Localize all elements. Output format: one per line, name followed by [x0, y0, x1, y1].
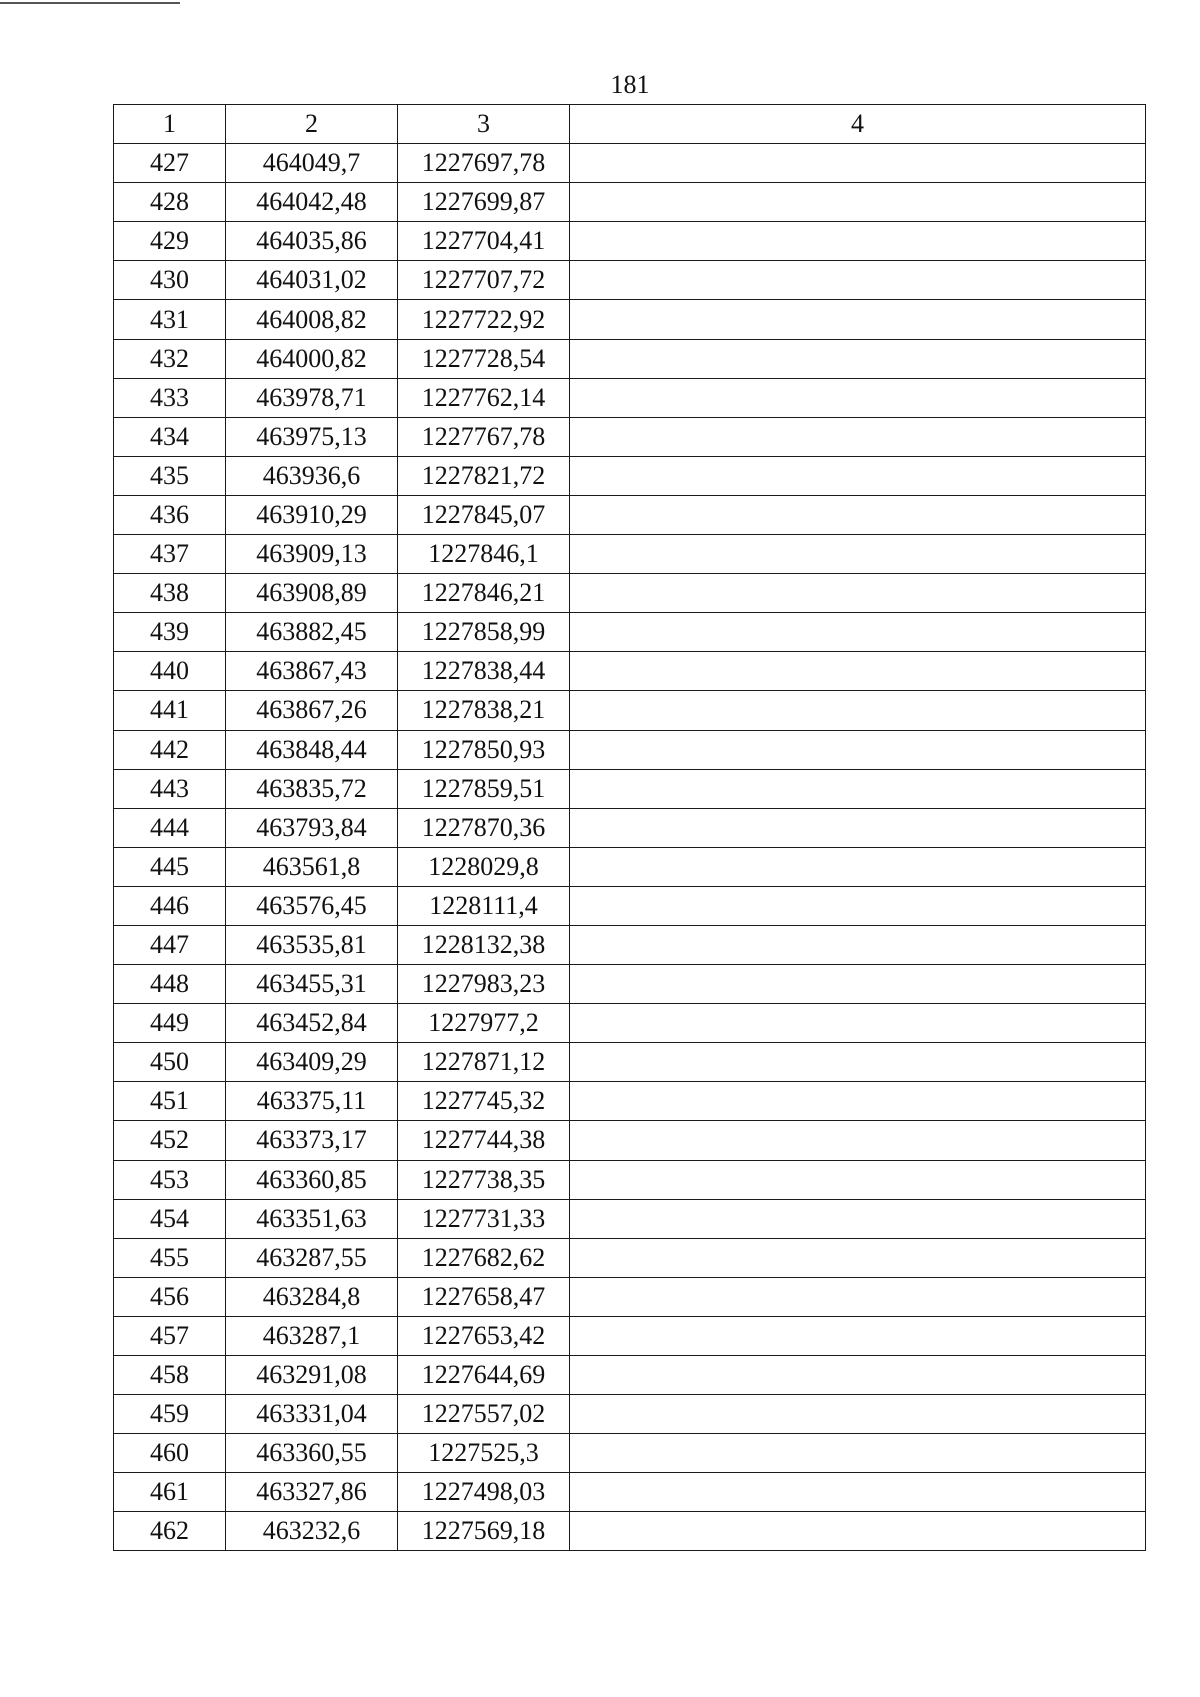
- point-number-cell: 439: [114, 613, 226, 652]
- y-coordinate-cell: 1227846,21: [398, 574, 570, 613]
- point-number-cell: 453: [114, 1160, 226, 1199]
- point-number-cell: 444: [114, 808, 226, 847]
- x-coordinate-cell: 463835,72: [226, 769, 398, 808]
- header-col-1: 1: [114, 105, 226, 144]
- point-number-cell: 431: [114, 300, 226, 339]
- y-coordinate-cell: 1227498,03: [398, 1473, 570, 1512]
- note-cell: [570, 300, 1146, 339]
- point-number-cell: 451: [114, 1082, 226, 1121]
- table-row: [114, 456, 1146, 495]
- table-row: [114, 1395, 1146, 1434]
- x-coordinate-cell: 463882,45: [226, 613, 398, 652]
- point-number-cell: 443: [114, 769, 226, 808]
- x-coordinate-cell: 463867,26: [226, 691, 398, 730]
- x-coordinate-cell: 463848,44: [226, 730, 398, 769]
- note-cell: [570, 1121, 1146, 1160]
- y-coordinate-cell: 1227569,18: [398, 1512, 570, 1551]
- table-row: [114, 417, 1146, 456]
- table-row: [114, 730, 1146, 769]
- y-coordinate-cell: 1227731,33: [398, 1199, 570, 1238]
- point-number-cell: 438: [114, 574, 226, 613]
- y-coordinate-cell: 1227525,3: [398, 1434, 570, 1473]
- x-coordinate-cell: 463867,43: [226, 652, 398, 691]
- y-coordinate-cell: 1227557,02: [398, 1395, 570, 1434]
- table-header: [114, 105, 1146, 144]
- point-number-cell: 449: [114, 1004, 226, 1043]
- x-coordinate-cell: 463452,84: [226, 1004, 398, 1043]
- table-row: [114, 1512, 1146, 1551]
- y-coordinate-cell: 1227658,47: [398, 1277, 570, 1316]
- y-coordinate-cell: 1227704,41: [398, 222, 570, 261]
- x-coordinate-cell: 463360,85: [226, 1160, 398, 1199]
- y-coordinate-cell: 1227707,72: [398, 261, 570, 300]
- y-coordinate-cell: 1227871,12: [398, 1043, 570, 1082]
- point-number-cell: 437: [114, 535, 226, 574]
- note-cell: [570, 730, 1146, 769]
- y-coordinate-cell: 1227846,1: [398, 535, 570, 574]
- header-col-3: 3: [398, 105, 570, 144]
- table-row: [114, 1043, 1146, 1082]
- x-coordinate-cell: 464008,82: [226, 300, 398, 339]
- y-coordinate-cell: 1227722,92: [398, 300, 570, 339]
- note-cell: [570, 1316, 1146, 1355]
- point-number-cell: 459: [114, 1395, 226, 1434]
- note-cell: [570, 417, 1146, 456]
- x-coordinate-cell: 463455,31: [226, 965, 398, 1004]
- table-row: [114, 183, 1146, 222]
- point-number-cell: 427: [114, 144, 226, 183]
- y-coordinate-cell: 1227858,99: [398, 613, 570, 652]
- y-coordinate-cell: 1227738,35: [398, 1160, 570, 1199]
- y-coordinate-cell: 1227653,42: [398, 1316, 570, 1355]
- point-number-cell: 435: [114, 456, 226, 495]
- y-coordinate-cell: 1227983,23: [398, 965, 570, 1004]
- table-row: [114, 1004, 1146, 1043]
- note-cell: [570, 965, 1146, 1004]
- x-coordinate-cell: 463978,71: [226, 378, 398, 417]
- note-cell: [570, 378, 1146, 417]
- x-coordinate-cell: 463360,55: [226, 1434, 398, 1473]
- point-number-cell: 432: [114, 339, 226, 378]
- y-coordinate-cell: 1227838,21: [398, 691, 570, 730]
- y-coordinate-cell: 1227745,32: [398, 1082, 570, 1121]
- table-body: [114, 144, 1146, 1551]
- header-row: [114, 105, 1146, 144]
- y-coordinate-cell: 1227821,72: [398, 456, 570, 495]
- y-coordinate-cell: 1227697,78: [398, 144, 570, 183]
- point-number-cell: 445: [114, 847, 226, 886]
- point-number-cell: 462: [114, 1512, 226, 1551]
- table-row: [114, 613, 1146, 652]
- x-coordinate-cell: 463561,8: [226, 847, 398, 886]
- x-coordinate-cell: 464031,02: [226, 261, 398, 300]
- x-coordinate-cell: 463910,29: [226, 495, 398, 534]
- table-row: [114, 1277, 1146, 1316]
- coordinates-table: [113, 104, 1146, 1551]
- page-number: 181: [610, 70, 650, 99]
- table-row: [114, 691, 1146, 730]
- x-coordinate-cell: 463373,17: [226, 1121, 398, 1160]
- x-coordinate-cell: 463909,13: [226, 535, 398, 574]
- y-coordinate-cell: 1227859,51: [398, 769, 570, 808]
- point-number-cell: 447: [114, 925, 226, 964]
- note-cell: [570, 613, 1146, 652]
- table-row: [114, 886, 1146, 925]
- table-row: [114, 1238, 1146, 1277]
- note-cell: [570, 886, 1146, 925]
- x-coordinate-cell: 464042,48: [226, 183, 398, 222]
- x-coordinate-cell: 463409,29: [226, 1043, 398, 1082]
- table-row: [114, 652, 1146, 691]
- note-cell: [570, 1434, 1146, 1473]
- note-cell: [570, 183, 1146, 222]
- point-number-cell: 433: [114, 378, 226, 417]
- table-row: [114, 339, 1146, 378]
- y-coordinate-cell: 1227699,87: [398, 183, 570, 222]
- y-coordinate-cell: 1227644,69: [398, 1356, 570, 1395]
- y-coordinate-cell: 1227850,93: [398, 730, 570, 769]
- y-coordinate-cell: 1227728,54: [398, 339, 570, 378]
- note-cell: [570, 1082, 1146, 1121]
- table-row: [114, 1356, 1146, 1395]
- table-row: [114, 222, 1146, 261]
- note-cell: [570, 1277, 1146, 1316]
- note-cell: [570, 1043, 1146, 1082]
- point-number-cell: 457: [114, 1316, 226, 1355]
- point-number-cell: 440: [114, 652, 226, 691]
- header-col-4: 4: [570, 105, 1146, 144]
- point-number-cell: 448: [114, 965, 226, 1004]
- note-cell: [570, 535, 1146, 574]
- x-coordinate-cell: 463331,04: [226, 1395, 398, 1434]
- y-coordinate-cell: 1228029,8: [398, 847, 570, 886]
- note-cell: [570, 1238, 1146, 1277]
- note-cell: [570, 1356, 1146, 1395]
- note-cell: [570, 144, 1146, 183]
- x-coordinate-cell: 463793,84: [226, 808, 398, 847]
- x-coordinate-cell: 463576,45: [226, 886, 398, 925]
- table-row: [114, 965, 1146, 1004]
- table-row: [114, 808, 1146, 847]
- point-number-cell: 461: [114, 1473, 226, 1512]
- y-coordinate-cell: 1227845,07: [398, 495, 570, 534]
- point-number-cell: 428: [114, 183, 226, 222]
- note-cell: [570, 1160, 1146, 1199]
- note-cell: [570, 847, 1146, 886]
- table-row: [114, 378, 1146, 417]
- x-coordinate-cell: 463351,63: [226, 1199, 398, 1238]
- x-coordinate-cell: 463287,1: [226, 1316, 398, 1355]
- point-number-cell: 429: [114, 222, 226, 261]
- point-number-cell: 436: [114, 495, 226, 534]
- table-row: [114, 1082, 1146, 1121]
- y-coordinate-cell: 1228132,38: [398, 925, 570, 964]
- x-coordinate-cell: 463375,11: [226, 1082, 398, 1121]
- note-cell: [570, 691, 1146, 730]
- table-row: [114, 1199, 1146, 1238]
- x-coordinate-cell: 463232,6: [226, 1512, 398, 1551]
- table-row: [114, 1121, 1146, 1160]
- point-number-cell: 441: [114, 691, 226, 730]
- point-number-cell: 442: [114, 730, 226, 769]
- note-cell: [570, 808, 1146, 847]
- x-coordinate-cell: 463327,86: [226, 1473, 398, 1512]
- table-row: [114, 495, 1146, 534]
- x-coordinate-cell: 464049,7: [226, 144, 398, 183]
- y-coordinate-cell: 1227767,78: [398, 417, 570, 456]
- note-cell: [570, 1473, 1146, 1512]
- x-coordinate-cell: 463975,13: [226, 417, 398, 456]
- point-number-cell: 460: [114, 1434, 226, 1473]
- note-cell: [570, 261, 1146, 300]
- y-coordinate-cell: 1227977,2: [398, 1004, 570, 1043]
- table-row: [114, 1434, 1146, 1473]
- x-coordinate-cell: 463287,55: [226, 1238, 398, 1277]
- table-row: [114, 1316, 1146, 1355]
- y-coordinate-cell: 1228111,4: [398, 886, 570, 925]
- y-coordinate-cell: 1227762,14: [398, 378, 570, 417]
- point-number-cell: 454: [114, 1199, 226, 1238]
- note-cell: [570, 222, 1146, 261]
- note-cell: [570, 456, 1146, 495]
- table-row: [114, 847, 1146, 886]
- table-row: [114, 300, 1146, 339]
- point-number-cell: 446: [114, 886, 226, 925]
- note-cell: [570, 1395, 1146, 1434]
- table-row: [114, 574, 1146, 613]
- table-row: [114, 1473, 1146, 1512]
- y-coordinate-cell: 1227838,44: [398, 652, 570, 691]
- table-row: [114, 261, 1146, 300]
- top-edge-rule: [0, 2, 180, 4]
- y-coordinate-cell: 1227870,36: [398, 808, 570, 847]
- x-coordinate-cell: 463908,89: [226, 574, 398, 613]
- point-number-cell: 458: [114, 1356, 226, 1395]
- note-cell: [570, 652, 1146, 691]
- note-cell: [570, 1512, 1146, 1551]
- note-cell: [570, 769, 1146, 808]
- x-coordinate-cell: 464000,82: [226, 339, 398, 378]
- note-cell: [570, 1199, 1146, 1238]
- point-number-cell: 450: [114, 1043, 226, 1082]
- y-coordinate-cell: 1227682,62: [398, 1238, 570, 1277]
- x-coordinate-cell: 463284,8: [226, 1277, 398, 1316]
- x-coordinate-cell: 464035,86: [226, 222, 398, 261]
- table-row: [114, 1160, 1146, 1199]
- header-col-2: 2: [226, 105, 398, 144]
- point-number-cell: 434: [114, 417, 226, 456]
- note-cell: [570, 925, 1146, 964]
- x-coordinate-cell: 463291,08: [226, 1356, 398, 1395]
- table-row: [114, 925, 1146, 964]
- note-cell: [570, 1004, 1146, 1043]
- note-cell: [570, 495, 1146, 534]
- y-coordinate-cell: 1227744,38: [398, 1121, 570, 1160]
- point-number-cell: 456: [114, 1277, 226, 1316]
- table-row: [114, 144, 1146, 183]
- table-row: [114, 535, 1146, 574]
- point-number-cell: 430: [114, 261, 226, 300]
- point-number-cell: 455: [114, 1238, 226, 1277]
- table-row: [114, 769, 1146, 808]
- note-cell: [570, 339, 1146, 378]
- x-coordinate-cell: 463535,81: [226, 925, 398, 964]
- note-cell: [570, 574, 1146, 613]
- x-coordinate-cell: 463936,6: [226, 456, 398, 495]
- point-number-cell: 452: [114, 1121, 226, 1160]
